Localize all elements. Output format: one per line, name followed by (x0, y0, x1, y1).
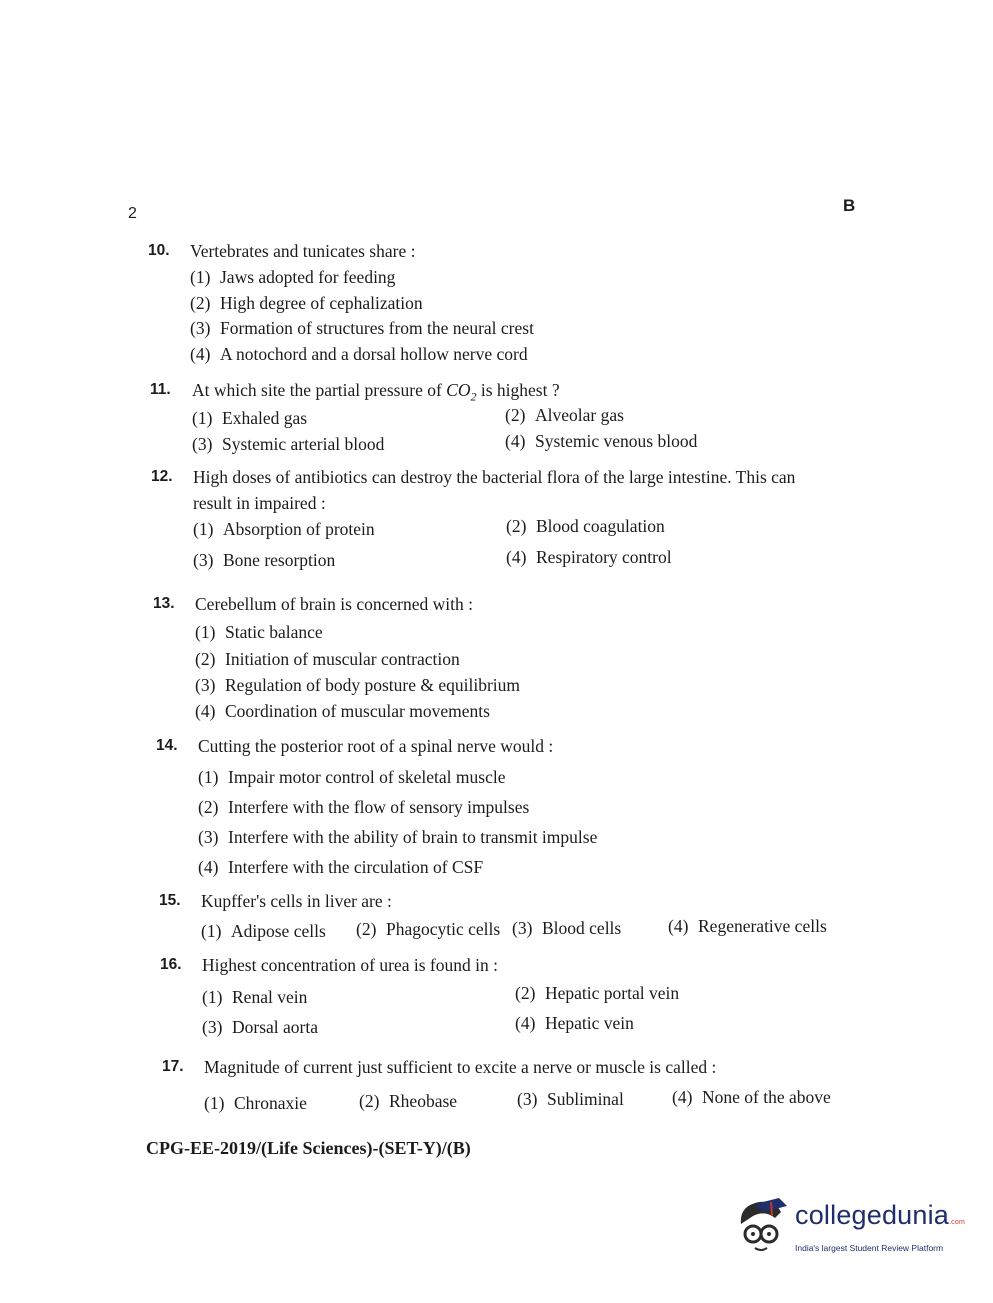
option-1: (1) Exhaled gas (192, 408, 308, 428)
question-number: 13. (153, 595, 175, 612)
option-3: (3) Subliminal (517, 1089, 624, 1109)
question-14 (156, 733, 856, 883)
question-text: Magnitude of current just sufficient to excite a nerve or muscle is called : (204, 1057, 717, 1077)
question-number: 16. (160, 956, 182, 973)
question-text: Vertebrates and tunicates share : (190, 241, 416, 261)
option-2: (2) Hepatic portal vein (515, 983, 680, 1003)
question-text: At which site the partial pressure of $CO_2$ is highest ? (192, 380, 560, 404)
page-number: 2 (128, 205, 137, 222)
question-number: 17. (162, 1058, 184, 1075)
question-text-line2: result in impaired : (193, 493, 326, 513)
co2-formula: $CO_2$ (446, 380, 477, 404)
question-15 (159, 888, 859, 948)
option-4: (4) Respiratory control (506, 547, 672, 567)
option-3: (3) Formation of structures from the neural crest (190, 318, 534, 338)
option-4: (4) Regenerative cells (668, 916, 827, 936)
question-17 (162, 1054, 862, 1119)
question-number: 14. (156, 737, 178, 754)
question-12 (151, 464, 861, 574)
question-number: 11. (150, 381, 171, 398)
option-4: (4) Systemic venous blood (505, 431, 698, 451)
option-1: (1) Chronaxie (204, 1093, 307, 1113)
logo-wordmark: collegedunia.com (795, 1200, 966, 1230)
option-4: (4) None of the above (672, 1087, 831, 1107)
option-2: (2) Alveolar gas (505, 405, 624, 425)
option-1: (1) Renal vein (202, 987, 308, 1007)
option-3: (3) Blood cells (512, 918, 622, 938)
option-1: (1) Jaws adopted for feeding (190, 267, 396, 287)
mascot-icon (735, 1196, 793, 1256)
option-2: (2) Blood coagulation (506, 516, 665, 536)
question-11 (150, 377, 850, 457)
collegedunia-logo (735, 1196, 965, 1258)
option-1: (1) Impair motor control of skeletal muscle (198, 767, 506, 787)
option-1: (1) Adipose cells (201, 921, 326, 941)
option-3: (3) Bone resorption (193, 550, 336, 570)
question-number: 12. (151, 468, 173, 485)
set-code: B (843, 196, 856, 215)
question-number: 10. (148, 242, 170, 259)
option-2: (2) High degree of cephalization (190, 293, 423, 313)
option-1: (1) Static balance (195, 622, 323, 642)
paper-code-footer: CPG-EE-2019/(Life Sciences)-(SET-Y)/(B) (146, 1138, 471, 1158)
option-2: (2) Initiation of muscular contraction (195, 649, 460, 669)
question-text: Cerebellum of brain is concerned with : (195, 594, 473, 614)
option-4: (4) Interfere with the circulation of CSF (198, 857, 484, 877)
option-2: (2) Rheobase (359, 1091, 458, 1111)
question-10 (148, 238, 848, 368)
question-text: Cutting the posterior root of a spinal nerve would : (198, 736, 554, 756)
question-text: High doses of antibiotics can destroy the bacterial flora of the large intestine. This can (193, 467, 796, 487)
option-3: (3) Regulation of body posture & equilibrium (195, 675, 521, 695)
option-2: (2) Interfere with the flow of sensory impulses (198, 797, 530, 817)
option-3: (3) Interfere with the ability of brain to transmit impulse (198, 827, 598, 847)
option-3: (3) Systemic arterial blood (192, 434, 385, 454)
question-text: Highest concentration of urea is found in : (202, 955, 498, 975)
option-4: (4) Coordination of muscular movements (195, 701, 490, 721)
option-4: (4) A notochord and a dorsal hollow nerve cord (190, 344, 528, 364)
option-1: (1) Absorption of protein (193, 519, 375, 539)
question-number: 15. (159, 892, 181, 909)
question-13 (153, 591, 853, 721)
option-3: (3) Dorsal aorta (202, 1017, 319, 1037)
option-2: (2) Phagocytic cells (356, 919, 501, 939)
question-text: Kupffer's cells in liver are : (201, 891, 392, 911)
question-16 (160, 952, 860, 1042)
logo-tagline: India's largest Student Review Platform (795, 1243, 944, 1253)
option-4: (4) Hepatic vein (515, 1013, 634, 1033)
